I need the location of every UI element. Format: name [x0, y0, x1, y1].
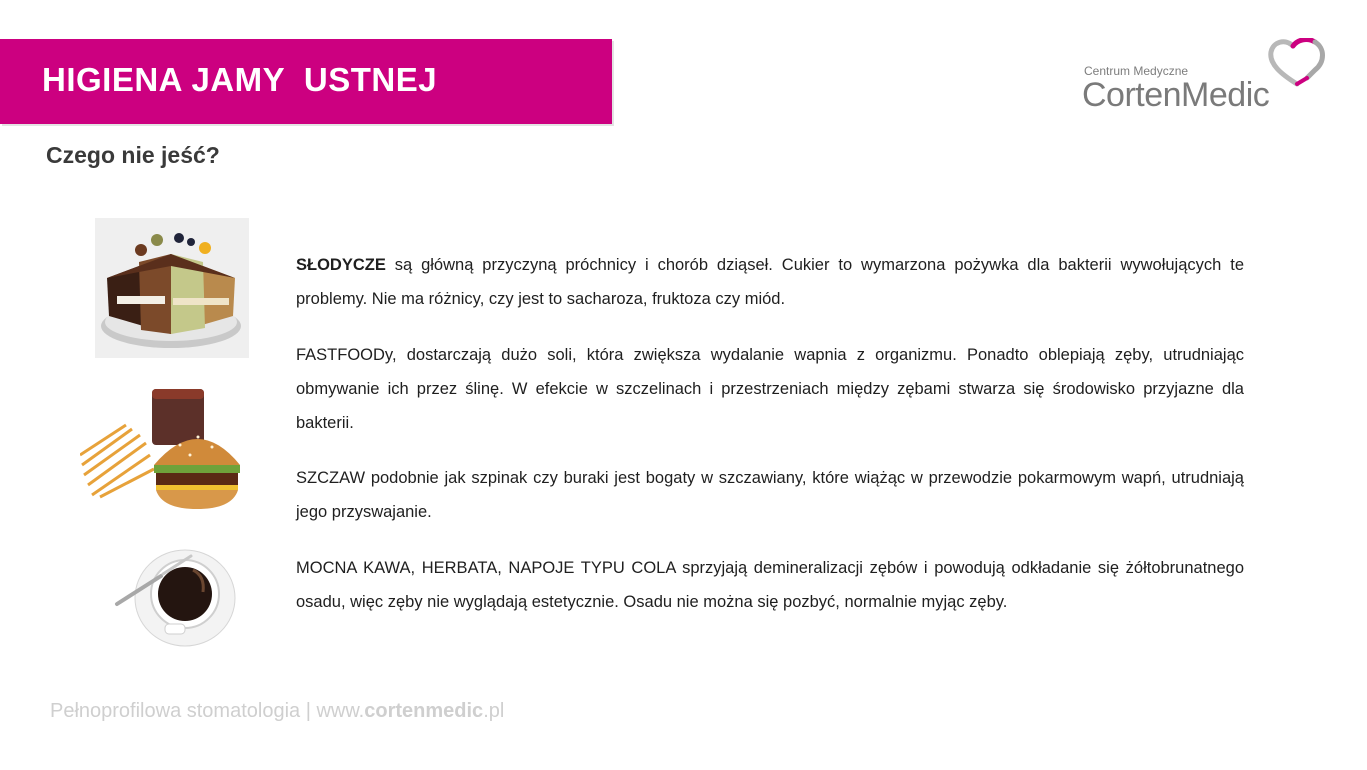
footer-domain: cortenmedic	[364, 700, 484, 722]
brand-logo	[1082, 38, 1332, 116]
paragraph-sweets-text: są główną przyczyną próchnicy i chorób dziąseł. Cukier to wymarzona pożywka dla bakterii wywołujących te problemy. Nie ma różnicy, czy jest to sacharoza, fruktoza czy miód.	[296, 256, 1244, 308]
paragraph-sweets-lead: SŁODYCZE	[296, 256, 386, 274]
page-title: HIGIENA JAMY USTNEJ	[42, 61, 438, 98]
footer	[50, 700, 504, 723]
cake-image	[95, 218, 249, 358]
footer-tld: .pl	[483, 700, 505, 722]
logo-brand-name: CortenMedic	[1082, 76, 1270, 114]
paragraph-sorrel	[296, 461, 1244, 529]
paragraph-fastfood	[296, 338, 1244, 440]
footer-text: Pełnoprofilowa stomatologia | www.	[50, 700, 365, 722]
logo-tagline: Centrum Medyczne	[1084, 64, 1189, 78]
coffee-image	[113, 548, 238, 648]
paragraph-sweets	[296, 248, 1244, 316]
header-banner	[0, 39, 612, 124]
paragraph-sorrel-text: SZCZAW podobnie jak szpinak czy buraki jest bogaty w szczawiany, które wiążąc w przewodzie pokarmowym wapń, utrudniają jego przyswajanie.	[296, 469, 1244, 521]
heart-logo-icon	[1267, 38, 1327, 90]
section-heading: Czego nie jeść?	[46, 142, 220, 168]
paragraph-coffee-text: MOCNA KAWA, HERBATA, NAPOJE TYPU COLA sprzyjają demineralizacji zębów i powodują odkładanie się żółtobrunatnego osadu, więc zęby nie wyglądają estetycznie. Osadu nie można się pozbyć, normalnie myjąc zęby.	[296, 559, 1244, 611]
fastfood-image	[80, 385, 245, 520]
paragraph-coffee	[296, 551, 1244, 619]
paragraph-fastfood-text: FASTFOODy, dostarczają dużo soli, która zwiększa wydalanie wapnia z organizmu. Ponadto oblepiają zęby, utrudniając obmywanie ich przez ślinę. W efekcie w szczelinach i przestrzeniach między zębami stwarza się środowisko przyjazne dla bakterii.	[296, 346, 1244, 432]
